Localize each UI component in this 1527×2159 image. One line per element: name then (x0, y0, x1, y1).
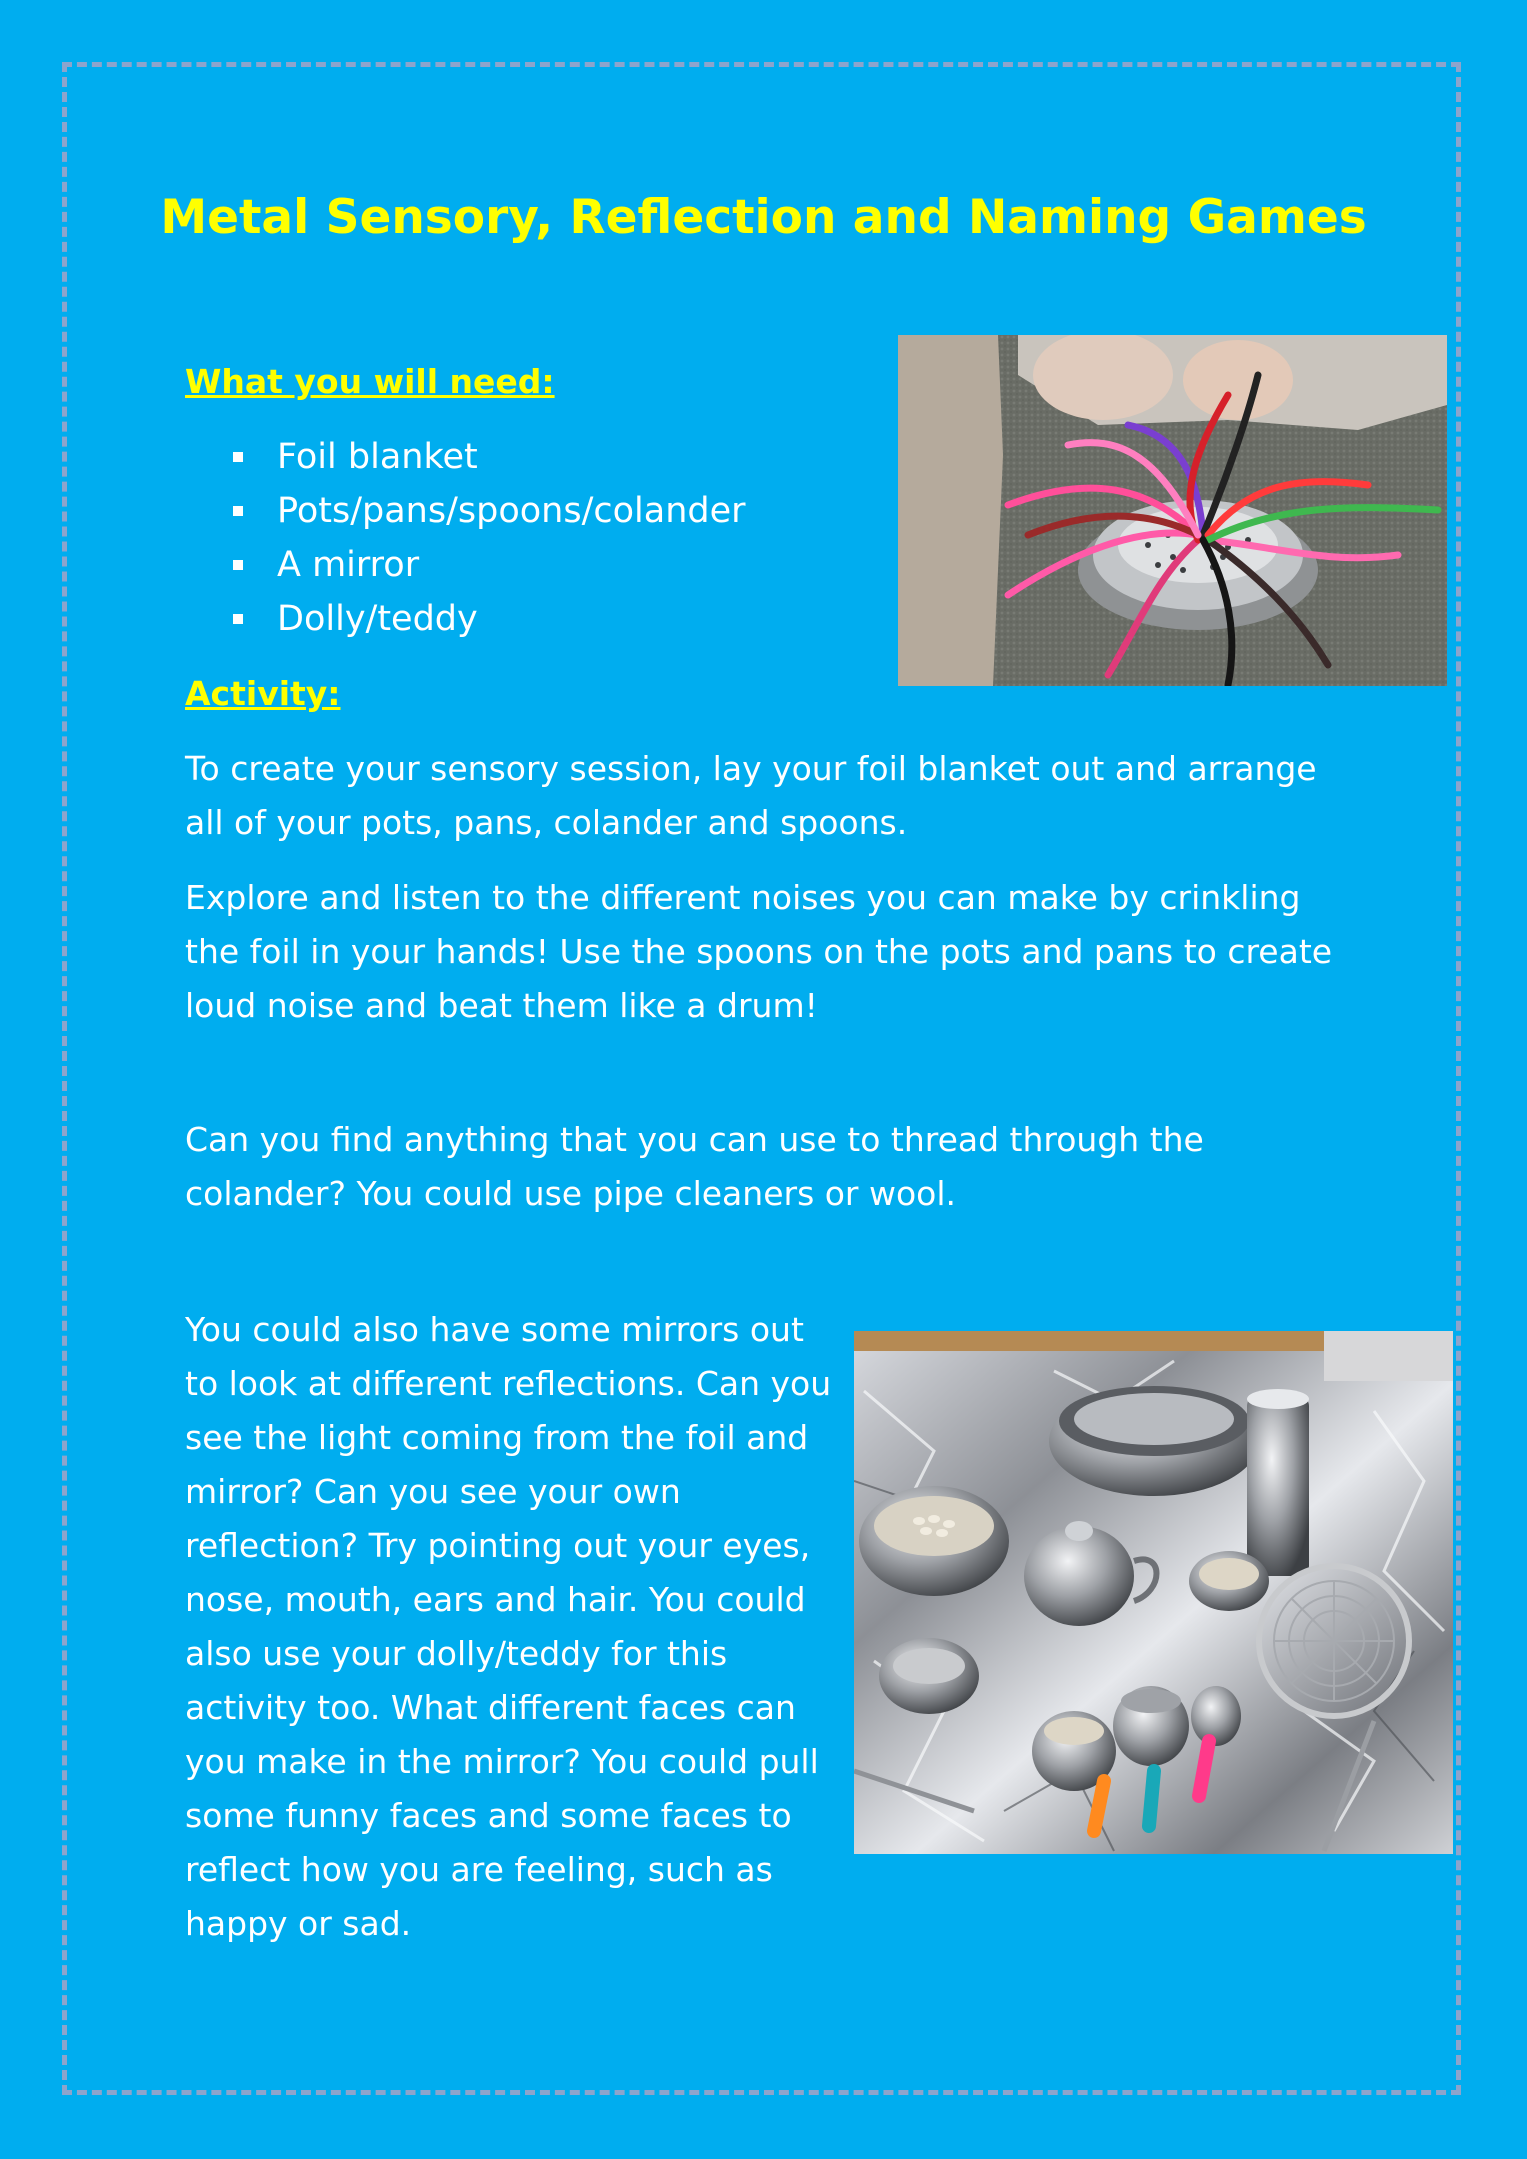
bullet-icon (233, 614, 243, 624)
needs-list (230, 430, 746, 646)
metal-pots-photo (854, 1331, 1453, 1854)
list-item-label: A mirror (277, 545, 420, 585)
list-item-label: Dolly/teddy (277, 599, 478, 639)
list-item (230, 430, 746, 484)
bullet-icon (233, 560, 243, 570)
list-item (230, 592, 746, 646)
list-item-label: Pots/pans/spoons/colander (277, 491, 746, 531)
activity-heading: Activity: (185, 674, 341, 713)
needs-heading: What you will need: (185, 362, 555, 401)
page-title: Metal Sensory, Reflection and Naming Games (160, 190, 1367, 245)
bullet-icon (233, 506, 243, 516)
colander-photo (898, 335, 1447, 686)
bullet-icon (233, 452, 243, 462)
activity-paragraph: You could also have some mirrors out to look at different reflections. Can you see the light coming from the foil and mirror? Can you see your own reflection? Try pointing out your eyes, nose, mouth, ears and hair. You could also use your dolly/teddy for this activity too. What different faces can you make in the mirror? You could pull some funny faces and some faces to reflect how you are feeling, such as happy or sad. (185, 1310, 832, 1943)
activity-paragraph: To create your sensory session, lay your foil blanket out and arrange all of your pots, pans, colander and spoons. (185, 749, 1317, 842)
list-item (230, 484, 746, 538)
list-item (230, 538, 746, 592)
list-item-label: Foil blanket (277, 437, 478, 477)
activity-paragraph: Explore and listen to the different noises you can make by crinkling the foil in your hands! Use the spoons on the pots and pans to create loud noise and beat them like a drum! (185, 878, 1333, 1025)
activity-paragraph: Can you find anything that you can use to thread through the colander? You could use pipe cleaners or wool. (185, 1120, 1204, 1213)
